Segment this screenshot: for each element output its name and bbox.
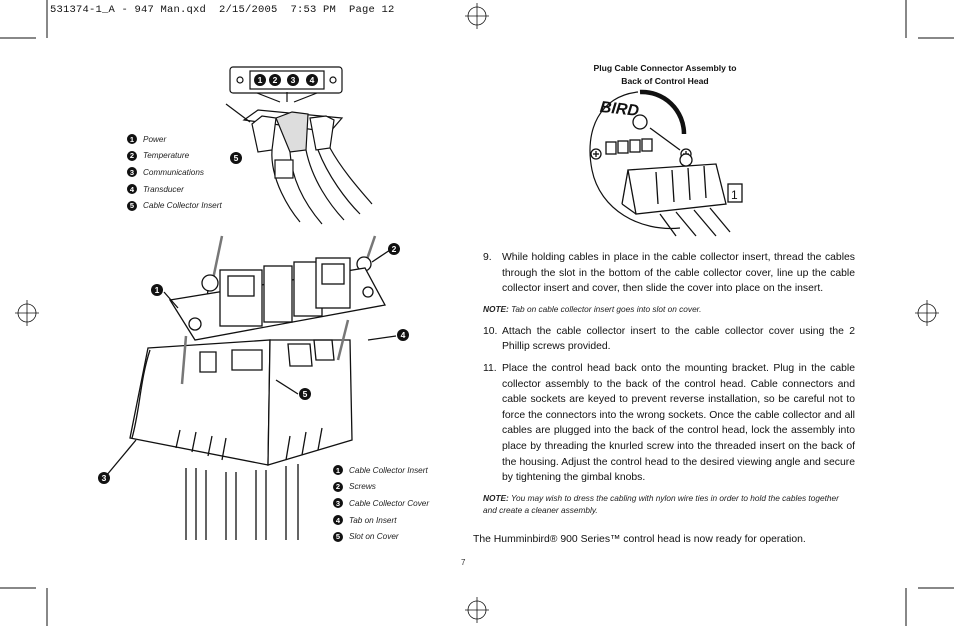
assembly-callout-4: 4 [397, 329, 409, 341]
top-legend [127, 131, 222, 214]
legend-item: 2 Screws [333, 479, 429, 496]
connector-strip-diagram [226, 67, 372, 224]
assembly-callout-3: 3 [98, 472, 110, 484]
step-9: 9. While holding cables in place in the cable collector insert, thread the cables through the slot in the bottom of the cable collector cover, line up the cable collector insert and cover, then slide the cover into place on the insert. [483, 252, 855, 295]
assembly-callout-2: 2 [388, 243, 400, 255]
note-wire-ties: NOTE: You may wish to dress the cabling with nylon wire ties in order to hold the cables together and create a cleaner assembly. [483, 492, 839, 515]
legend-item: 5 Cable Collector Insert [127, 197, 222, 214]
page-number: 7 [461, 558, 466, 567]
assembly-legend [333, 462, 429, 545]
legend-item: 5 Slot on Cover [333, 528, 429, 545]
assembly-callout-1: 1 [151, 284, 163, 296]
legend-item: 4 Transducer [127, 181, 222, 198]
brand-fragment: BIRD [599, 98, 640, 120]
legend-item: 4 Tab on Insert [333, 512, 429, 529]
step-11: 11. Place the control head back onto the mounting bracket. Plug in the cable collector assembly to the back of the control head. Cable connectors and cable sockets are keyed to prevent reverse installation, so be careful not to force the connectors into the wrong sockets. Once the cable collector and all cables are plugged into the back of the control head, lock the assembly into place by threading the knurled screw into the threaded insert on the back of the housing. Adjust the control head to the desired viewing angle and secure by tightening the gimbal knobs. [483, 362, 855, 484]
note-tab: NOTE: Tab on cable collector insert goes into slot on cover. [483, 303, 702, 314]
closing-statement: The Humminbird® 900 Series™ control head is now ready for operation. [473, 534, 806, 545]
connector-label-3: 3 [287, 74, 299, 86]
assembly-callout-5: 5 [299, 388, 311, 400]
legend-item: 1 Power [127, 131, 222, 148]
figure-caption: Plug Cable Connector Assembly to Back of Control Head [593, 63, 737, 86]
connector-label-1: 1 [254, 74, 266, 86]
legend-item: 3 Communications [127, 164, 222, 181]
connector-label-4: 4 [306, 74, 318, 86]
top-callout-5: 5 [230, 152, 242, 164]
legend-item: 3 Cable Collector Cover [333, 495, 429, 512]
legend-item: 2 Temperature [127, 148, 222, 165]
step-10: 10. Attach the cable collector insert to the cable collector cover using the 2 Phillip screws provided. [483, 325, 855, 353]
head-tag: 1 [731, 188, 738, 202]
print-header: 531374-1_A - 947 Man.qxd 2/15/2005 7:53 PM Page 12 [50, 4, 395, 16]
legend-item: 1 Cable Collector Insert [333, 462, 429, 479]
connector-label-2: 2 [269, 74, 281, 86]
instruction-steps [483, 250, 855, 525]
